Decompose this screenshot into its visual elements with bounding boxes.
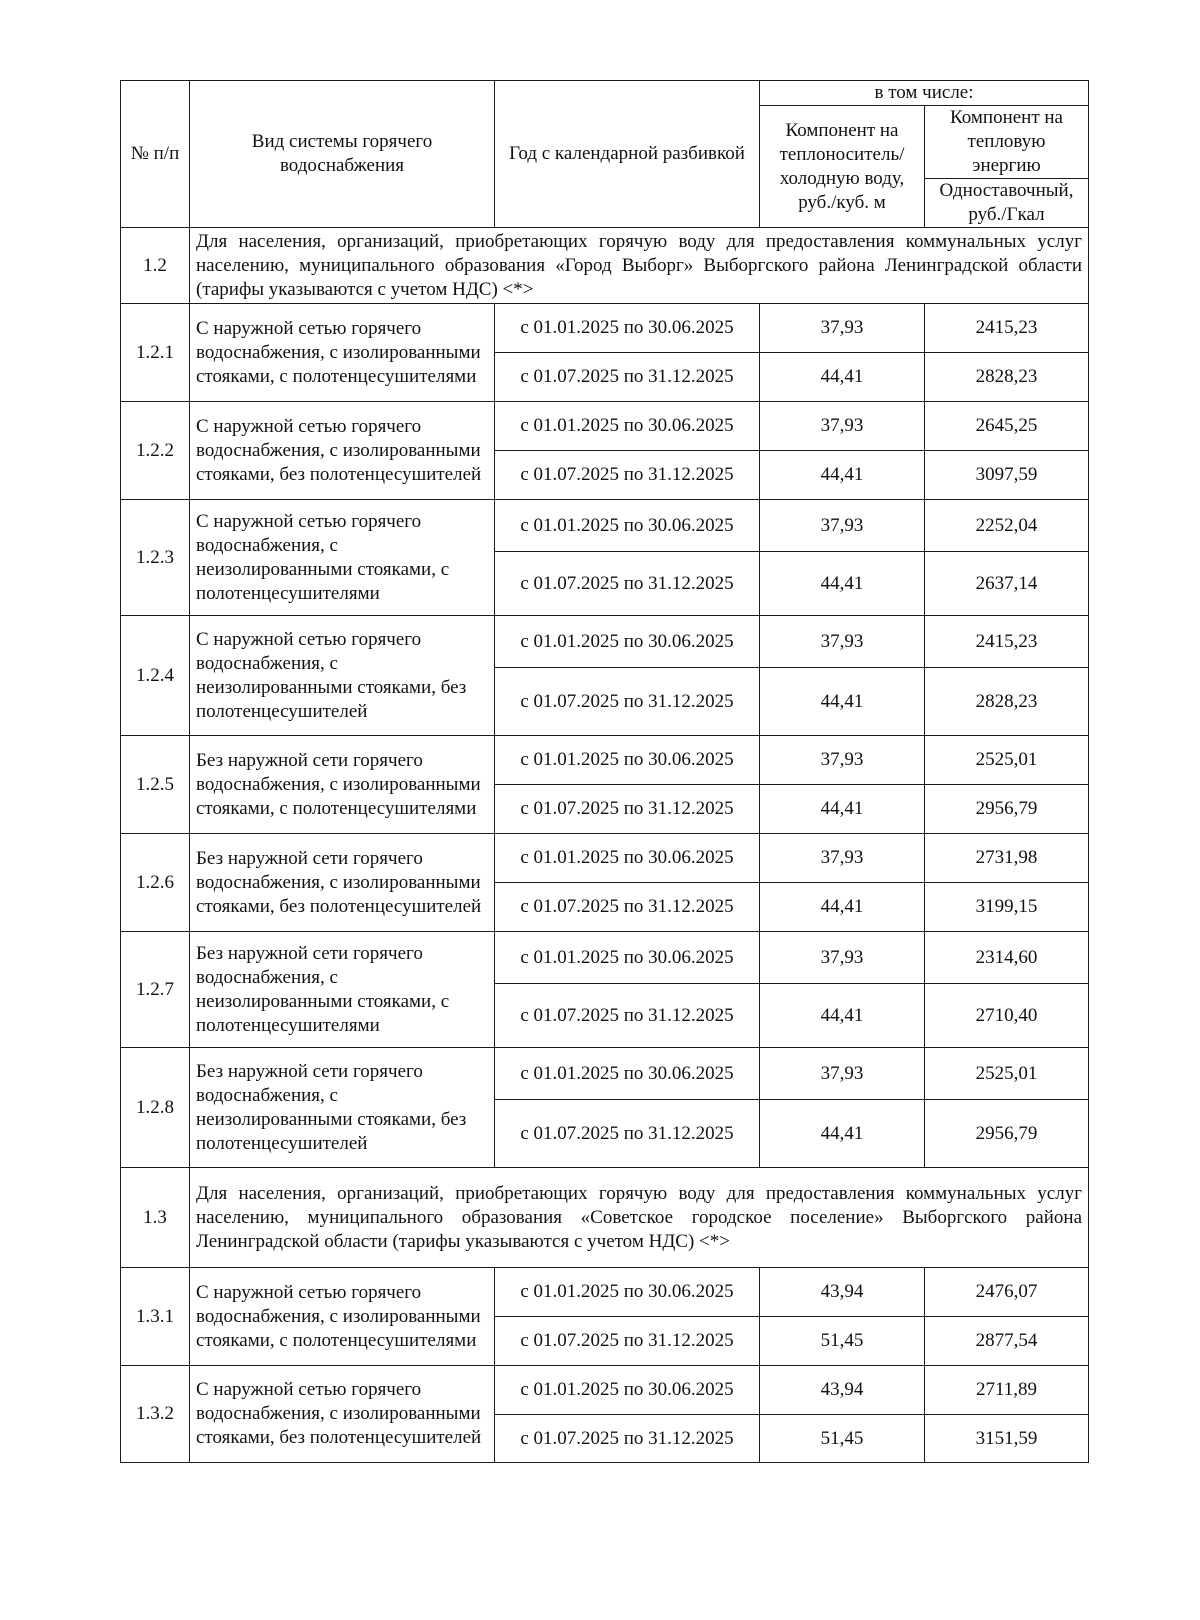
coolant-value: 51,45 bbox=[760, 1415, 925, 1463]
header-coolant: Компонент на теплоноситель/ холодную воду, руб./куб. м bbox=[760, 106, 925, 228]
period-cell: с 01.01.2025 по 30.06.2025 bbox=[495, 932, 760, 984]
coolant-value: 44,41 bbox=[760, 1100, 925, 1168]
thermal-value: 2637,14 bbox=[925, 552, 1089, 616]
system-description: С наружной сетью горячего водоснабжения, с неизолированными стояками, без полотенцесушителей bbox=[190, 616, 495, 736]
header-row bbox=[121, 81, 1089, 106]
period-cell: с 01.07.2025 по 31.12.2025 bbox=[495, 353, 760, 402]
group-number: 1.2 bbox=[121, 228, 190, 304]
item-number: 1.2.3 bbox=[121, 500, 190, 616]
table-row bbox=[121, 304, 1089, 353]
header-thermal: Компонент на тепловую энергию bbox=[925, 106, 1089, 179]
table-row bbox=[121, 1268, 1089, 1317]
thermal-value: 3151,59 bbox=[925, 1415, 1089, 1463]
group-row bbox=[121, 1168, 1089, 1268]
system-description: Без наружной сети горячего водоснабжения, с изолированными стояками, с полотенцесушителями bbox=[190, 736, 495, 834]
group-number: 1.3 bbox=[121, 1168, 190, 1268]
coolant-value: 37,93 bbox=[760, 500, 925, 552]
table-row bbox=[121, 616, 1089, 668]
period-cell: с 01.01.2025 по 30.06.2025 bbox=[495, 616, 760, 668]
group-description: Для населения, организаций, приобретающих горячую воду для предоставления коммунальных услуг населению, муниципального образования «Советское городское поселение» Выборгского района Ленинградской области (тарифы указываются с учетом НДС) <*> bbox=[190, 1168, 1089, 1268]
group-description: Для населения, организаций, приобретающих горячую воду для предоставления коммунальных услуг населению, муниципального образования «Город Выборг» Выборгского района Ленинградской области (тарифы указываются с учетом НДС) <*> bbox=[190, 228, 1089, 304]
coolant-value: 43,94 bbox=[760, 1366, 925, 1415]
coolant-value: 37,93 bbox=[760, 834, 925, 883]
thermal-value: 2314,60 bbox=[925, 932, 1089, 984]
period-cell: с 01.07.2025 по 31.12.2025 bbox=[495, 1317, 760, 1366]
period-cell: с 01.07.2025 по 31.12.2025 bbox=[495, 451, 760, 500]
period-cell: с 01.07.2025 по 31.12.2025 bbox=[495, 1415, 760, 1463]
group-row bbox=[121, 228, 1089, 304]
period-cell: с 01.01.2025 по 30.06.2025 bbox=[495, 834, 760, 883]
coolant-value: 44,41 bbox=[760, 353, 925, 402]
tariff-table bbox=[120, 80, 1089, 1463]
thermal-value: 2645,25 bbox=[925, 402, 1089, 451]
table-row bbox=[121, 834, 1089, 883]
thermal-value: 2956,79 bbox=[925, 785, 1089, 834]
header-num: № п/п bbox=[121, 81, 190, 228]
item-number: 1.2.5 bbox=[121, 736, 190, 834]
period-cell: с 01.07.2025 по 31.12.2025 bbox=[495, 552, 760, 616]
thermal-value: 3199,15 bbox=[925, 883, 1089, 932]
period-cell: с 01.01.2025 по 30.06.2025 bbox=[495, 402, 760, 451]
thermal-value: 2525,01 bbox=[925, 1048, 1089, 1100]
coolant-value: 44,41 bbox=[760, 883, 925, 932]
item-number: 1.2.2 bbox=[121, 402, 190, 500]
period-cell: с 01.01.2025 по 30.06.2025 bbox=[495, 1366, 760, 1415]
thermal-value: 2711,89 bbox=[925, 1366, 1089, 1415]
period-cell: с 01.01.2025 по 30.06.2025 bbox=[495, 304, 760, 353]
thermal-value: 3097,59 bbox=[925, 451, 1089, 500]
coolant-value: 44,41 bbox=[760, 451, 925, 500]
period-cell: с 01.01.2025 по 30.06.2025 bbox=[495, 1268, 760, 1317]
period-cell: с 01.07.2025 по 31.12.2025 bbox=[495, 1100, 760, 1168]
item-number: 1.2.7 bbox=[121, 932, 190, 1048]
system-description: Без наружной сети горячего водоснабжения, с изолированными стояками, без полотенцесушителей bbox=[190, 834, 495, 932]
table-row bbox=[121, 1366, 1089, 1415]
thermal-value: 2710,40 bbox=[925, 984, 1089, 1048]
item-number: 1.3.2 bbox=[121, 1366, 190, 1463]
coolant-value: 43,94 bbox=[760, 1268, 925, 1317]
system-description: С наружной сетью горячего водоснабжения, с неизолированными стояками, с полотенцесушителями bbox=[190, 500, 495, 616]
thermal-value: 2828,23 bbox=[925, 353, 1089, 402]
thermal-value: 2525,01 bbox=[925, 736, 1089, 785]
coolant-value: 44,41 bbox=[760, 785, 925, 834]
table-row bbox=[121, 736, 1089, 785]
system-description: С наружной сетью горячего водоснабжения, с изолированными стояками, без полотенцесушителей bbox=[190, 402, 495, 500]
period-cell: с 01.07.2025 по 31.12.2025 bbox=[495, 984, 760, 1048]
system-description: С наружной сетью горячего водоснабжения, с изолированными стояками, без полотенцесушителей bbox=[190, 1366, 495, 1463]
item-number: 1.2.1 bbox=[121, 304, 190, 402]
item-number: 1.2.6 bbox=[121, 834, 190, 932]
thermal-value: 2877,54 bbox=[925, 1317, 1089, 1366]
thermal-value: 2956,79 bbox=[925, 1100, 1089, 1168]
coolant-value: 37,93 bbox=[760, 1048, 925, 1100]
table-row bbox=[121, 1048, 1089, 1100]
coolant-value: 44,41 bbox=[760, 668, 925, 736]
coolant-value: 44,41 bbox=[760, 552, 925, 616]
coolant-value: 37,93 bbox=[760, 402, 925, 451]
table-row bbox=[121, 500, 1089, 552]
thermal-value: 2252,04 bbox=[925, 500, 1089, 552]
system-description: С наружной сетью горячего водоснабжения, с изолированными стояками, с полотенцесушителями bbox=[190, 304, 495, 402]
item-number: 1.2.8 bbox=[121, 1048, 190, 1168]
coolant-value: 37,93 bbox=[760, 304, 925, 353]
coolant-value: 51,45 bbox=[760, 1317, 925, 1366]
period-cell: с 01.01.2025 по 30.06.2025 bbox=[495, 1048, 760, 1100]
period-cell: с 01.07.2025 по 31.12.2025 bbox=[495, 785, 760, 834]
coolant-value: 44,41 bbox=[760, 984, 925, 1048]
coolant-value: 37,93 bbox=[760, 736, 925, 785]
system-description: Без наружной сети горячего водоснабжения, с неизолированными стояками, с полотенцесушителями bbox=[190, 932, 495, 1048]
thermal-value: 2828,23 bbox=[925, 668, 1089, 736]
table-row bbox=[121, 932, 1089, 984]
table-row bbox=[121, 402, 1089, 451]
system-description: С наружной сетью горячего водоснабжения, с изолированными стояками, с полотенцесушителями bbox=[190, 1268, 495, 1366]
period-cell: с 01.01.2025 по 30.06.2025 bbox=[495, 736, 760, 785]
header-system: Вид системы горячего водоснабжения bbox=[190, 81, 495, 228]
period-cell: с 01.07.2025 по 31.12.2025 bbox=[495, 883, 760, 932]
header-period: Год с календарной разбивкой bbox=[495, 81, 760, 228]
period-cell: с 01.07.2025 по 31.12.2025 bbox=[495, 668, 760, 736]
header-single-rate: Одноставочный, руб./Гкал bbox=[925, 179, 1089, 228]
thermal-value: 2731,98 bbox=[925, 834, 1089, 883]
coolant-value: 37,93 bbox=[760, 616, 925, 668]
item-number: 1.2.4 bbox=[121, 616, 190, 736]
item-number: 1.3.1 bbox=[121, 1268, 190, 1366]
period-cell: с 01.01.2025 по 30.06.2025 bbox=[495, 500, 760, 552]
thermal-value: 2415,23 bbox=[925, 616, 1089, 668]
thermal-value: 2476,07 bbox=[925, 1268, 1089, 1317]
system-description: Без наружной сети горячего водоснабжения, с неизолированными стояками, без полотенцесушителей bbox=[190, 1048, 495, 1168]
header-including: в том числе: bbox=[760, 81, 1089, 106]
thermal-value: 2415,23 bbox=[925, 304, 1089, 353]
coolant-value: 37,93 bbox=[760, 932, 925, 984]
